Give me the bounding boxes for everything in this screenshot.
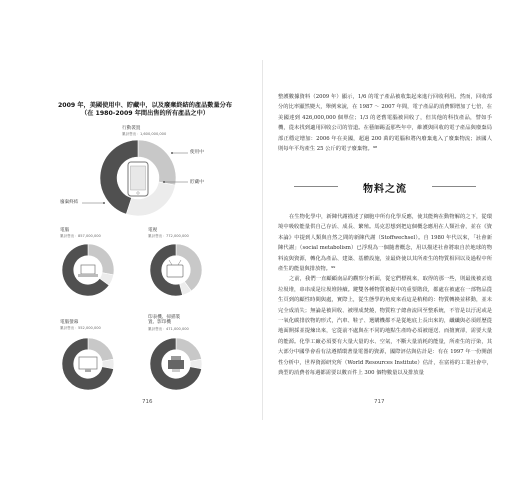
printer-chart-label: 印表機、掃描裝置、影印機 xyxy=(148,315,181,326)
body-column xyxy=(278,212,492,388)
paragraph-intro xyxy=(278,92,492,172)
tv-chart-label: 電視 xyxy=(148,228,158,233)
paragraph-3: 之前，我們一直顧顧南品的觀察分析面，從它們標視來，取得的那一些，則最後被丟進垃圾堆，串串成是垃圾堆陸續。鍵雙各種物質被捉中的重要階段，都處在被處在一部物品從生頁到的顧性時間與處，實際上，從生態學的角度來看這是稍稍的：物質轉換並移動，並未完全成消失；無論是被回收、被埋成焚燒，物質粒子總會流回至整系統，不管是以汙泥或是一氧化碳排放物的形式，汽車、鞋子、選購機都不是從地底上長出來的，纖纖與必須經歷從地面開採並提煉出來，它從前不處與在不同的地點生產時必須被運送、而擅實卻，需要大量的能源。化學工廠必須要有大量大量的水、空氣，不斷大量消耗的能量，所產生的汙染，其大部分中國學會看有法遵循環著量電器的資源，國際評估與估計是：有在 1997 年一份開創性分析中，世界資源研究所（World Resources Institute）估計，在富裕的工業社會中，典型的消費者每週都需要以數百件上 300 個物數量以及排放量 xyxy=(278,276,492,377)
laptop-icon xyxy=(78,265,98,277)
figure-title-line1: 2009 年，美國使用中、貯藏中，以及廢棄終結的產品數量分布 xyxy=(57,102,233,109)
phone-chart-label: 行動裝置 xyxy=(122,126,141,131)
computer-chart-label: 電腦 xyxy=(60,228,70,233)
legend-in-use: 使用中 xyxy=(190,150,204,155)
television-icon xyxy=(167,260,183,277)
paragraph-1: 整護數據資料（2009 年）顯示，1/6 的電子產品被收集起來進行回收利用。然而，回收部分的比率顯然變大，舉例來說，在 1987 ～ 2007 年間，電子產品的消費額增加了七倍，在美國達到 426,000,000 個單位；1/3 的老舊電腦被回收了，但其他的科技產品，譬如手機，從未找到適用回收公司的管道。在藝師踢盃那些年中，維護與回收的電子產品與廢棄局部正穩定增加：2006 年在美國，超過 200 萬的電腦和將內廢棄進入了廢棄物流；該國人則每年平均產生 25 公斤的電子廢棄物。⁹⁸ xyxy=(278,94,492,153)
smartphone-icon xyxy=(128,162,148,196)
device-icons xyxy=(38,62,252,402)
phone-chart-total: 累計售出：1,600,000,000 xyxy=(122,132,167,136)
right-page-number: 717 xyxy=(374,399,385,405)
tv-chart-total: 累計售出：772,000,000 xyxy=(148,234,189,238)
section-title: 物料之流 xyxy=(363,184,407,195)
monitor-icon xyxy=(79,357,97,372)
printer-icon xyxy=(168,356,184,372)
legend-eol: 廢棄終結 xyxy=(60,200,79,205)
monitor-chart-label: 電腦螢幕 xyxy=(60,320,79,325)
ornament-right xyxy=(432,186,476,187)
right-page xyxy=(278,62,492,418)
printer-chart-total: 累計售出：471,000,000 xyxy=(148,327,189,331)
left-page xyxy=(38,62,252,418)
legend-stored: 貯藏中 xyxy=(190,180,204,185)
figure-title-line2: （在 1980-2009 年間出售的所有產品之中） xyxy=(81,110,209,117)
computer-chart-total: 累計售出：857,000,000 xyxy=(60,234,101,238)
left-page-number: 716 xyxy=(142,399,153,405)
paragraph-2: 在生物化學中，新陳代謝描述了細胞中所有化學反應，使其能夠在動物解的之下，從環境中吸收能量供自己存活、成長、繁殖。馬克思想到把這個概念應用在人類社會，並在《資本論》中提到人類與自然之間的新陳代謝（Stoffwechsel）。自 1980 年代以來，「社會新陳代謝」（social metabolism）已浮現為一個隨著概念，用以描述社會將取自於地球的物料流與資源，轉化為產品、建築、基體設施，並最終使以其所產生的物質相回以及過程中所產生的能量與排放物。⁹⁹ xyxy=(278,214,492,273)
book-gutter xyxy=(262,60,263,420)
monitor-chart-total: 累計售出：552,000,000 xyxy=(60,326,101,330)
